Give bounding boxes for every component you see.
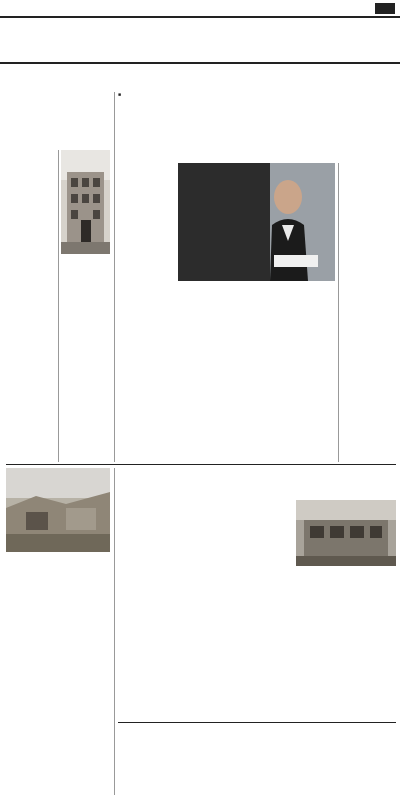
its-body-col1 xyxy=(6,150,56,151)
section-badge xyxy=(375,3,395,14)
story-pinabete xyxy=(6,566,110,569)
kicker-bullet: ■ xyxy=(118,92,122,98)
nemak-body-col2 xyxy=(178,500,234,720)
main-deck xyxy=(118,163,174,168)
main-sidebar xyxy=(341,163,395,462)
column-divider xyxy=(338,163,339,462)
main-photo xyxy=(178,163,335,281)
column-divider xyxy=(58,150,59,462)
section-rule xyxy=(6,464,396,465)
section-rule xyxy=(118,722,396,723)
its-body-col2 xyxy=(61,292,110,462)
masthead-bottom-rule xyxy=(0,62,400,64)
nemak-photo xyxy=(296,500,396,566)
pinabete-body-col1 xyxy=(6,608,56,794)
its-photo xyxy=(61,150,110,254)
nemak-body-col5 xyxy=(348,586,396,720)
main-body-col3 xyxy=(234,296,286,462)
top-rule xyxy=(0,16,400,18)
mine-photo xyxy=(6,468,110,552)
nemak-body-col4 xyxy=(296,586,344,720)
main-kicker xyxy=(118,92,396,99)
column-divider xyxy=(114,92,115,462)
masthead xyxy=(0,0,400,72)
nemak-body-col3 xyxy=(238,500,292,720)
nemak-body-col1 xyxy=(118,500,174,720)
main-body-col4 xyxy=(290,296,335,462)
column-divider xyxy=(114,468,115,795)
main-story xyxy=(118,92,396,102)
pinabete-body-col2 xyxy=(60,608,110,794)
main-body-col1 xyxy=(118,224,174,462)
main-body-col2 xyxy=(178,296,230,462)
